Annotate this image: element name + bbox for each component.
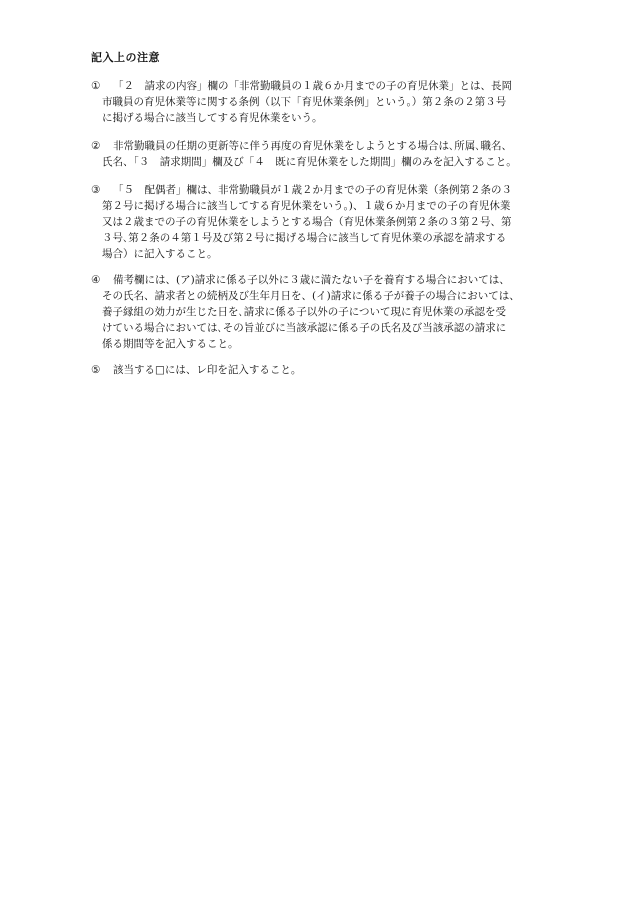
note-4 (91, 272, 561, 352)
note-text-line: けている場合においては､その旨並びに当該承認に係る子の氏名及び当該承認の請求に (102, 322, 507, 334)
note-text-line: 非常勤職員の任期の更新等に伴う再度の育児休業をしようとする場合は､所属､職名、 (113, 140, 512, 152)
note-5 (91, 362, 561, 378)
page-title: 記入上の注意 (91, 51, 160, 64)
note-text-line: その氏名、請求者との続柄及び生年月日を、(イ)請求に係る子が養子の場合においては、 (102, 290, 520, 302)
note-text-line: 該当する□には、レ印を記入すること。 (113, 364, 302, 376)
note-2 (91, 138, 561, 170)
note-text-line: 市職員の育児休業等に関する条例（以下「育児休業条例」という。）第２条の２第３号 (102, 96, 507, 108)
note-number: ④ (91, 274, 101, 286)
note-1 (91, 78, 561, 126)
note-text-line: 氏名、「３ 請求期間」欄及び「４ 既に育児休業をした期間」欄のみを記入すること。 (102, 156, 517, 168)
note-text-line: 養子縁組の効力が生じた日を､請求に係る子以外の子について現に育児休業の承認を受 (102, 306, 507, 318)
note-text-line: 係る期間等を記入すること。 (102, 338, 239, 350)
note-text-line: に掲げる場合に該当してする育児休業をいう。 (102, 112, 323, 124)
note-number: ② (91, 140, 101, 152)
note-text-line: 備考欄には、(ア)請求に係る子以外に３歳に満たない子を養育する場合においては、 (113, 274, 510, 286)
note-text-line: 「２ 請求の内容」欄の「非常勤職員の１歳６か月までの子の育児休業」とは、長岡 (113, 80, 512, 92)
note-text-line: 又は２歳までの子の育児休業をしようとする場合（育児休業条例第２条の３第２号、第 (102, 216, 512, 228)
note-text-line: ３号､第２条の４第１号及び第２号に掲げる場合に該当して育児休業の承認を請求する (102, 232, 507, 244)
note-number: ⑤ (91, 364, 101, 376)
note-3 (91, 182, 561, 262)
note-text-line: 「５ 配偶者」欄は、非常勤職員が１歳２か月までの子の育児休業（条例第２条の３ (113, 184, 512, 196)
note-number: ③ (91, 184, 101, 196)
note-number: ① (91, 80, 101, 92)
note-text-line: 場合）に記入すること。 (102, 248, 218, 260)
note-text-line: 第２号に掲げる場合に該当してする育児休業をいう。)、１歳６か月までの子の育児休業 (102, 200, 511, 212)
